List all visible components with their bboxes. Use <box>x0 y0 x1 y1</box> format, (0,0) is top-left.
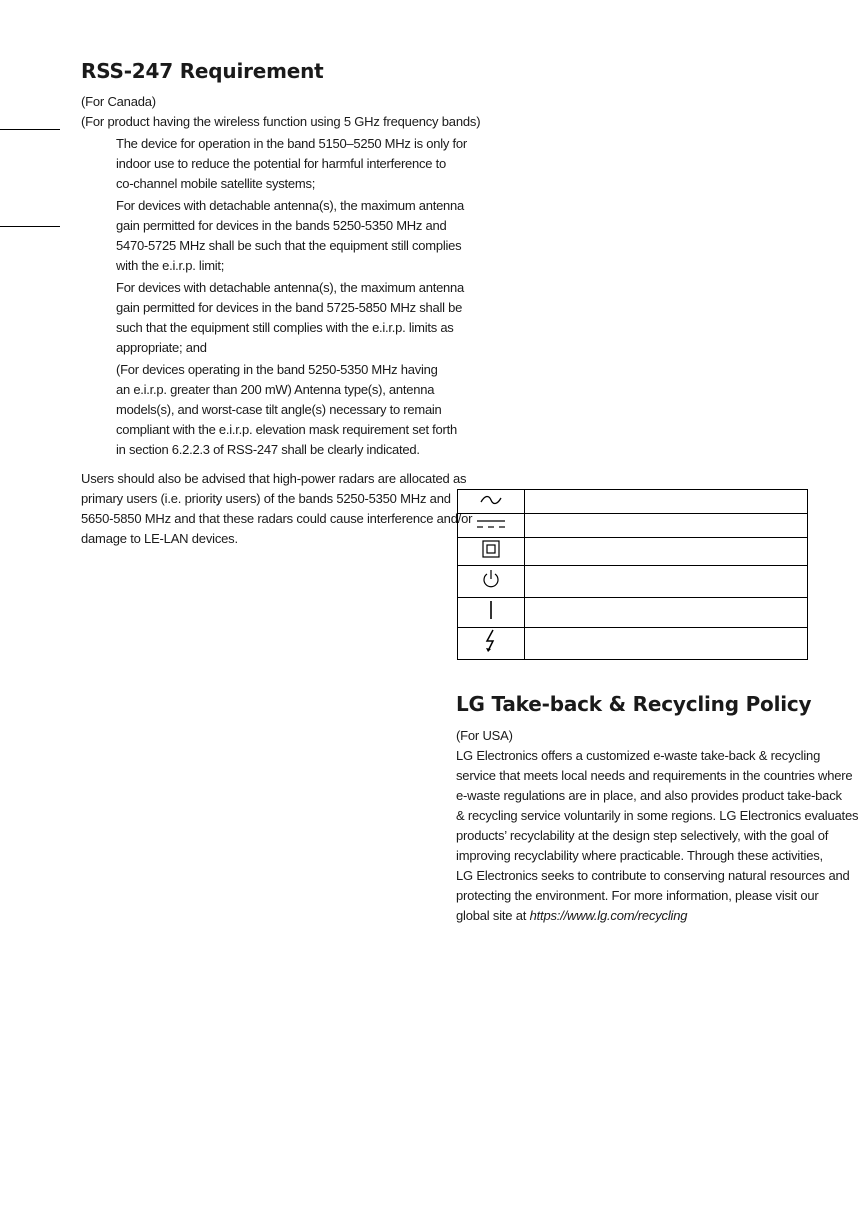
rss-intro-scope: (For product having the wireless function using 5 GHz frequency bands) <box>81 114 481 129</box>
symbols-table <box>457 489 808 660</box>
dangerous-voltage-icon <box>458 628 525 660</box>
rss-item-eirp-mask: (For devices operating in the band 5250-5350 MHz having an e.i.r.p. greater than 200 mW) Antenna type(s), antenna models(s), and worst-case tilt angle(s) necessary to remain compliant with the e.i.r.p. elevation mask requirement set forth in section 6.2.2.3 of RSS-247 shall be clearly indicated. <box>116 362 457 457</box>
symbol-description <box>524 538 807 566</box>
rss-section-title: RSS-247 Requirement <box>81 59 324 83</box>
rss-item-antenna-5250: For devices with detachable antenna(s), the maximum antenna gain permitted for devices in the bands 5250-5350 MHz and 5470-5725 MHz shall be such that the equipment still complies with the e.i.r.p. limit; <box>116 198 464 273</box>
standby-icon <box>458 566 525 598</box>
symbol-row <box>458 598 808 628</box>
direct-current-icon <box>458 514 525 538</box>
rss-requirement-list <box>116 134 467 462</box>
rss-item-antenna-5725: For devices with detachable antenna(s), the maximum antenna gain permitted for devices in the band 5725-5850 MHz shall be such that the equipment still complies with the e.i.r.p. limits as appropriate; and <box>116 280 464 355</box>
symbol-row <box>458 490 808 514</box>
symbol-row <box>458 538 808 566</box>
symbol-description <box>524 566 807 598</box>
alternating-current-icon <box>458 490 525 514</box>
power-on-icon <box>458 598 525 628</box>
symbol-description <box>524 514 807 538</box>
recycling-last-line: global site at https://www.lg.com/recycling <box>456 908 688 923</box>
recycling-section-title: LG Take-back & Recycling Policy <box>456 692 812 716</box>
symbol-description <box>524 628 807 660</box>
recycling-region: (For USA) <box>456 728 513 743</box>
margin-rule-bottom <box>0 226 60 227</box>
symbol-description <box>524 598 807 628</box>
symbol-description <box>524 490 807 514</box>
rss-intro-region: (For Canada) <box>81 94 156 109</box>
class-ii-equipment-icon <box>458 538 525 566</box>
margin-rule-top <box>0 129 60 130</box>
recycling-link[interactable]: https://www.lg.com/recycling <box>529 908 688 923</box>
symbol-row <box>458 566 808 598</box>
symbol-row <box>458 628 808 660</box>
rss-radar-note: Users should also be advised that high-power radars are allocated as primary users (i.e. priority users) of the bands 5250-5350 MHz and 5650-5850 MHz and that these radars could cause interference and/or damage to LE-LAN devices. <box>81 471 473 546</box>
symbol-row <box>458 514 808 538</box>
rss-item-indoor: The device for operation in the band 5150–5250 MHz is only for indoor use to reduce the potential for harmful interference to co-channel mobile satellite systems; <box>116 136 467 191</box>
rss-intro <box>81 92 480 132</box>
recycling-body: (For USA) LG Electronics offers a customized e-waste take-back & recycling service that meets local needs and requirements in the countries where e-waste regulations are in place, and also provides product take-back & recycling service voluntarily in some regions. LG Electronics evaluates products’ recyclability at the design step selectively, with the goal of improving recyclability where practicable. Through these activities, LG Electronics seeks to contribute to conserving natural resources and protecting the environment. For more information, please visit our global site at https://www.lg.com/recycling <box>456 726 858 926</box>
